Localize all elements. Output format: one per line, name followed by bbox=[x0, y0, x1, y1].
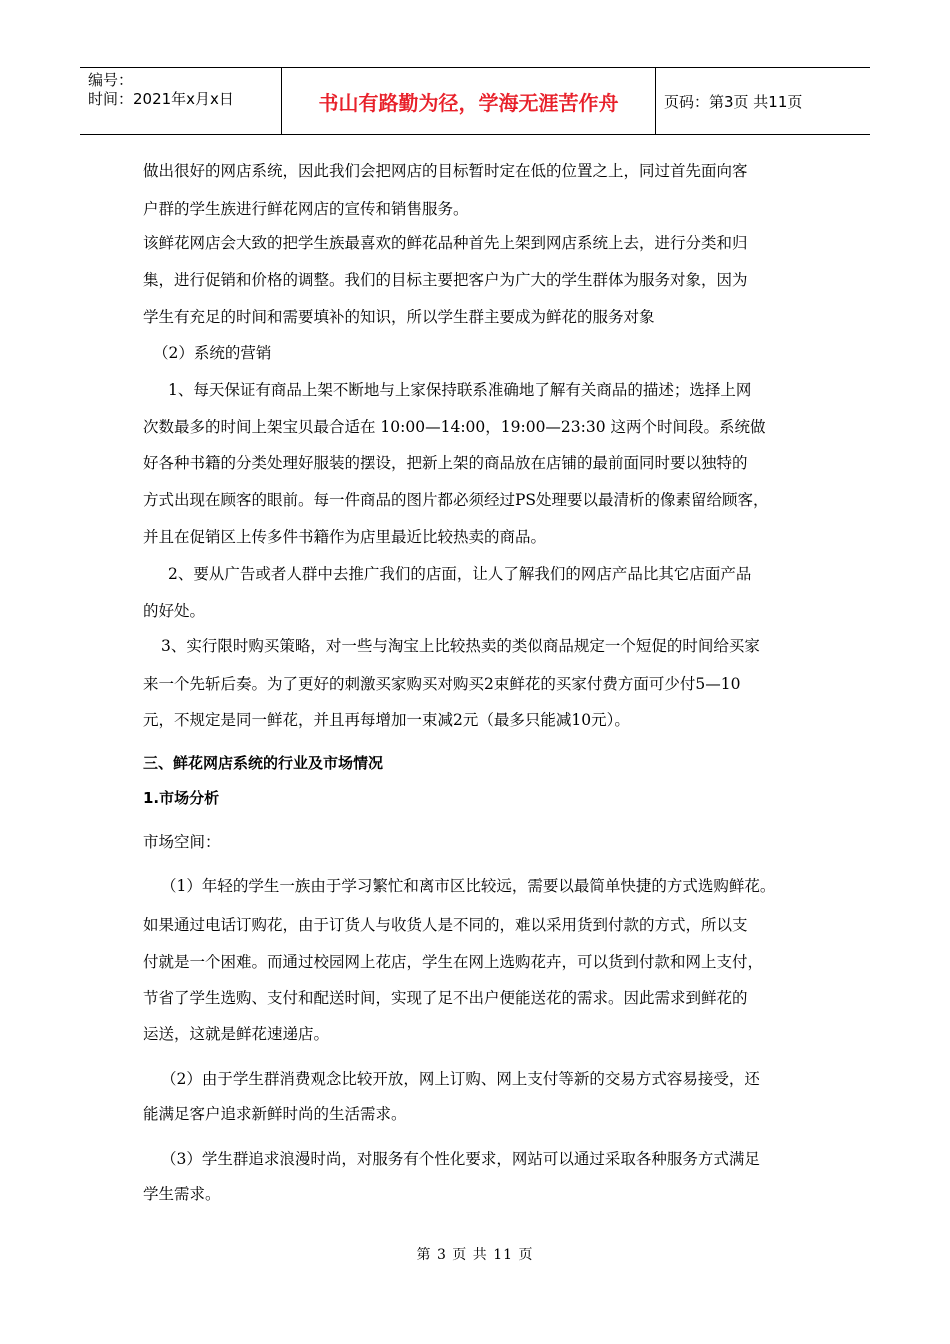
text-line: 好各种书籍的分类处理好服装的摆设，把新上架的商品放在店铺的最前面同时要以独特的 bbox=[143, 454, 748, 472]
date-label: 时间：2021年x月x日 bbox=[88, 90, 234, 108]
text-line: 来一个先斩后奏。为了更好的刺激买家购买对购买2束鲜花的买家付费方面可少付5—10 bbox=[143, 675, 741, 693]
text-line: 元，不规定是同一鲜花，并且再每增加一束减2元（最多只能减10元）。 bbox=[143, 711, 630, 729]
text-line: （1）年轻的学生一族由于学习繁忙和离市区比较远，需要以最简单快捷的方式选购鲜花。 bbox=[161, 877, 776, 895]
header-meta bbox=[80, 68, 282, 134]
section-heading: （2）系统的营销 bbox=[153, 344, 272, 362]
text-line: 并且在促销区上传多件书籍作为店里最近比较热卖的商品。 bbox=[143, 528, 547, 546]
text-line: 市场空间： bbox=[143, 833, 221, 851]
text-line: 该鲜花网店会大致的把学生族最喜欢的鲜花品种首先上架到网店系统上去，进行分类和归 bbox=[143, 234, 748, 252]
text-line: 付就是一个困难。而通过校园网上花店，学生在网上选购花卉，可以货到付款和网上支付， bbox=[143, 953, 764, 971]
code-label: 编号： bbox=[88, 71, 134, 89]
page-header bbox=[80, 67, 870, 135]
text-line: 方式出现在顾客的眼前。每一件商品的图片都必须经过PS处理要以最清析的像素留给顾客， bbox=[143, 491, 769, 509]
header-page-info: 页码：第3页 共11页 bbox=[664, 92, 803, 111]
text-line: 2、要从广告或者人群中去推广我们的店面，让人了解我们的网店产品比其它店面产品 bbox=[168, 565, 752, 583]
text-line: 学生需求。 bbox=[143, 1185, 221, 1203]
text-line: 学生有充足的时间和需要填补的知识，所以学生群主要成为鲜花的服务对象 bbox=[143, 308, 655, 326]
text-line: 1、每天保证有商品上架不断地与上家保持联系准确地了解有关商品的描述；选择上网 bbox=[168, 381, 752, 399]
text-line: 集，进行促销和价格的调整。我们的目标主要把客户为广大的学生群体为服务对象，因为 bbox=[143, 271, 748, 289]
text-line: 如果通过电话订购花，由于订货人与收货人是不同的，难以采用货到付款的方式，所以支 bbox=[143, 916, 748, 934]
text-line: 户群的学生族进行鲜花网店的宣传和销售服务。 bbox=[143, 200, 469, 218]
text-line: 运送，这就是鲜花速递店。 bbox=[143, 1025, 330, 1043]
header-motto: 书山有路勤为径，学海无涯苦作舟 bbox=[282, 68, 656, 134]
text-line: 做出很好的网店系统，因此我们会把网店的目标暂时定在低的位置之上，同过首先面向客 bbox=[143, 162, 748, 180]
text-line: 3、实行限时购买策略，对一些与淘宝上比较热卖的类似商品规定一个短促的时间给买家 bbox=[161, 637, 760, 655]
text-line: 能满足客户追求新鲜时尚的生活需求。 bbox=[143, 1105, 407, 1123]
text-line: （2）由于学生群消费观念比较开放，网上订购、网上支付等新的交易方式容易接受，还 bbox=[161, 1070, 760, 1088]
text-line: 次数最多的时间上架宝贝最合适在 10:00—14:00，19:00—23:30 这两个时间段。系统做 bbox=[143, 418, 766, 436]
text-line: （3）学生群追求浪漫时尚，对服务有个性化要求，网站可以通过采取各种服务方式满足 bbox=[161, 1150, 760, 1168]
text-line: 的好处。 bbox=[143, 602, 206, 620]
page-footer: 第 3 页 共 11 页 bbox=[416, 1247, 534, 1263]
chapter-heading: 三、鲜花网店系统的行业及市场情况 bbox=[143, 754, 384, 772]
text-line: 节省了学生选购、支付和配送时间，实现了足不出户便能送花的需求。因此需求到鲜花的 bbox=[143, 989, 748, 1007]
subsection-heading: 1.市场分析 bbox=[143, 789, 220, 807]
